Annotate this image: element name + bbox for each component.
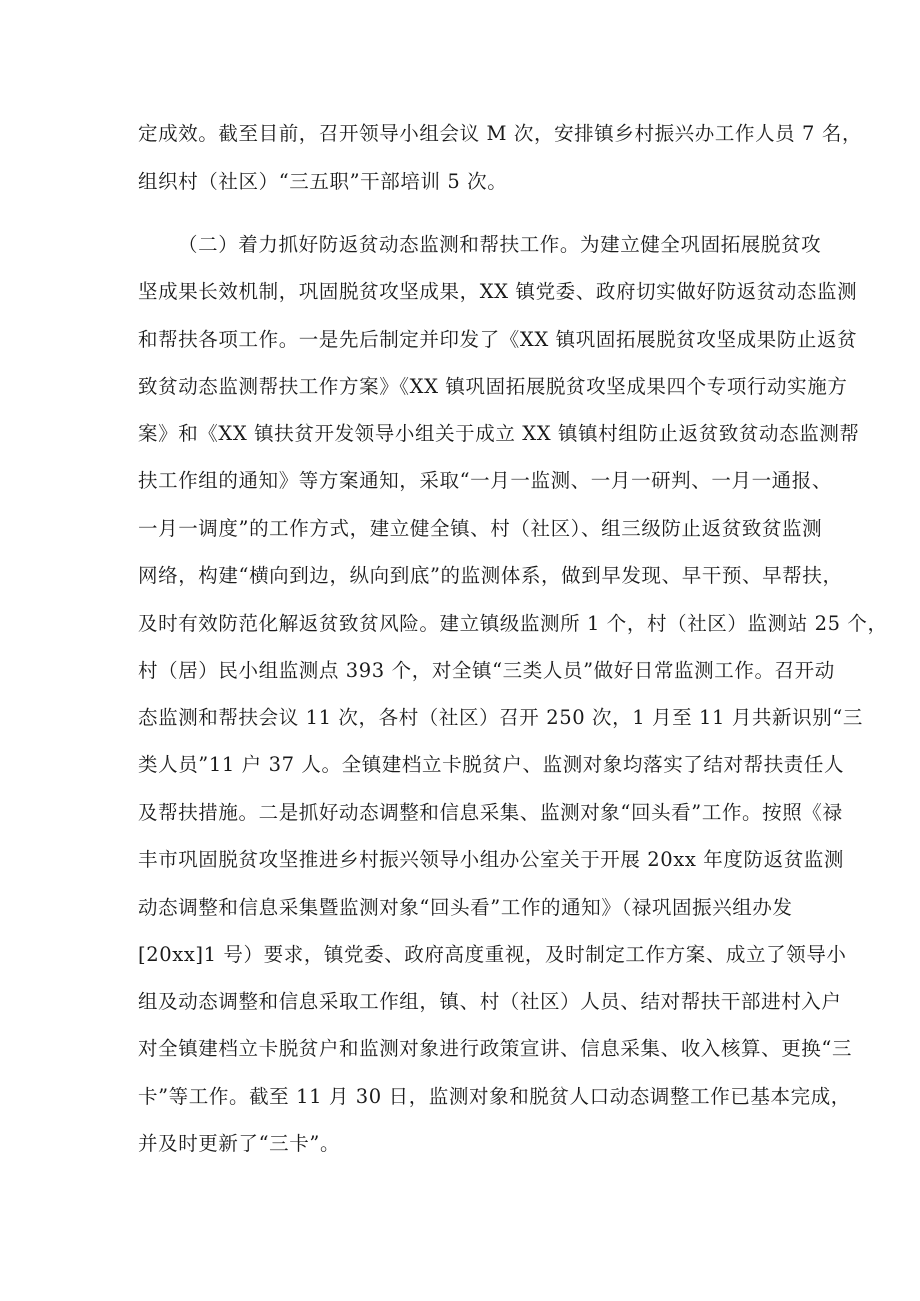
paragraph-2-line-17: 组及动态调整和信息采取工作组，镇、村（社区）人员、结对帮扶干部进村入户 [138, 990, 842, 1013]
paragraph-1-line-1: 定成效。截至目前，召开领导小组会议 M 次，安排镇乡村振兴办工作人员 7 名， [138, 122, 863, 145]
paragraph-2-line-8: 网络，构建“横向到边，纵向到底”的监测体系，做到早发现、早干预、早帮扶， [138, 564, 843, 587]
paragraph-2-line-18: 对全镇建档立卡脱贫户和监测对象进行政策宣讲、信息采集、收入核算、更换“三 [138, 1037, 853, 1060]
paragraph-2-line-16: [20xx]1 号）要求，镇党委、政府高度重视，及时制定工作方案、成立了领导小 [138, 943, 847, 966]
paragraph-1-line-2: 组织村（社区）“三五职”干部培训 5 次。 [138, 170, 508, 193]
paragraph-2-line-19: 卡”等工作。截至 11 月 30 日，监测对象和脱贫人口动态调整工作已基本完成， [138, 1085, 851, 1108]
paragraph-2-line-14: 丰市巩固脱贫攻坚推进乡村振兴领导小组办公室关于开展 20xx 年度防返贫监测 [138, 848, 845, 871]
paragraph-2-line-5: 案》和《XX 镇扶贫开发领导小组关于成立 XX 镇镇村组防止返贫致贫动态监测帮 [138, 422, 860, 445]
paragraph-2-line-2: 坚成果长效机制，巩固脱贫攻坚成果，XX 镇党委、政府切实做好防返贫动态监测 [138, 280, 858, 303]
paragraph-2-line-12: 类人员”11 户 37 人。全镇建档立卡脱贫户、监测对象均落实了结对帮扶责任人 [138, 753, 845, 776]
paragraph-2-line-11: 态监测和帮扶会议 11 次，各村（社区）召开 250 次，1 月至 11 月共新识别“三 [138, 706, 864, 729]
paragraph-2-heading-line: （二）着力抓好防返贫动态监测和帮扶工作。为建立健全巩固拓展脱贫攻 [178, 233, 822, 256]
paragraph-2-line-3: 和帮扶各项工作。一是先后制定并印发了《XX 镇巩固拓展脱贫攻坚成果防止返贫 [138, 328, 858, 351]
paragraph-2-line-4: 致贫动态监测帮扶工作方案》《XX 镇巩固拓展脱贫攻坚成果四个专项行动实施方 [138, 375, 848, 398]
paragraph-2-line-15: 动态调整和信息采集暨监测对象“回头看”工作的通知》（禄巩固振兴组办发 [138, 896, 793, 919]
paragraph-2-line-10: 村（居）民小组监测点 393 个，对全镇“三类人员”做好日常监测工作。召开动 [138, 659, 835, 682]
paragraph-2-line-13: 及帮扶措施。二是抓好动态调整和信息采集、监测对象“回头看”工作。按照《禄 [138, 801, 843, 824]
paragraph-2-line-9: 及时有效防范化解返贫致贫风险。建立镇级监测所 1 个，村（社区）监测站 25 个， [138, 612, 888, 635]
paragraph-2-line-7: 一月一调度”的工作方式，建立健全镇、村（社区）、组三级防止返贫致贫监测 [138, 517, 823, 540]
paragraph-2-line-20: 并及时更新了“三卡”。 [138, 1132, 341, 1155]
paragraph-2-line-6: 扶工作组的通知》等方案通知，采取“一月一监测、一月一研判、一月一通报、 [138, 469, 832, 492]
